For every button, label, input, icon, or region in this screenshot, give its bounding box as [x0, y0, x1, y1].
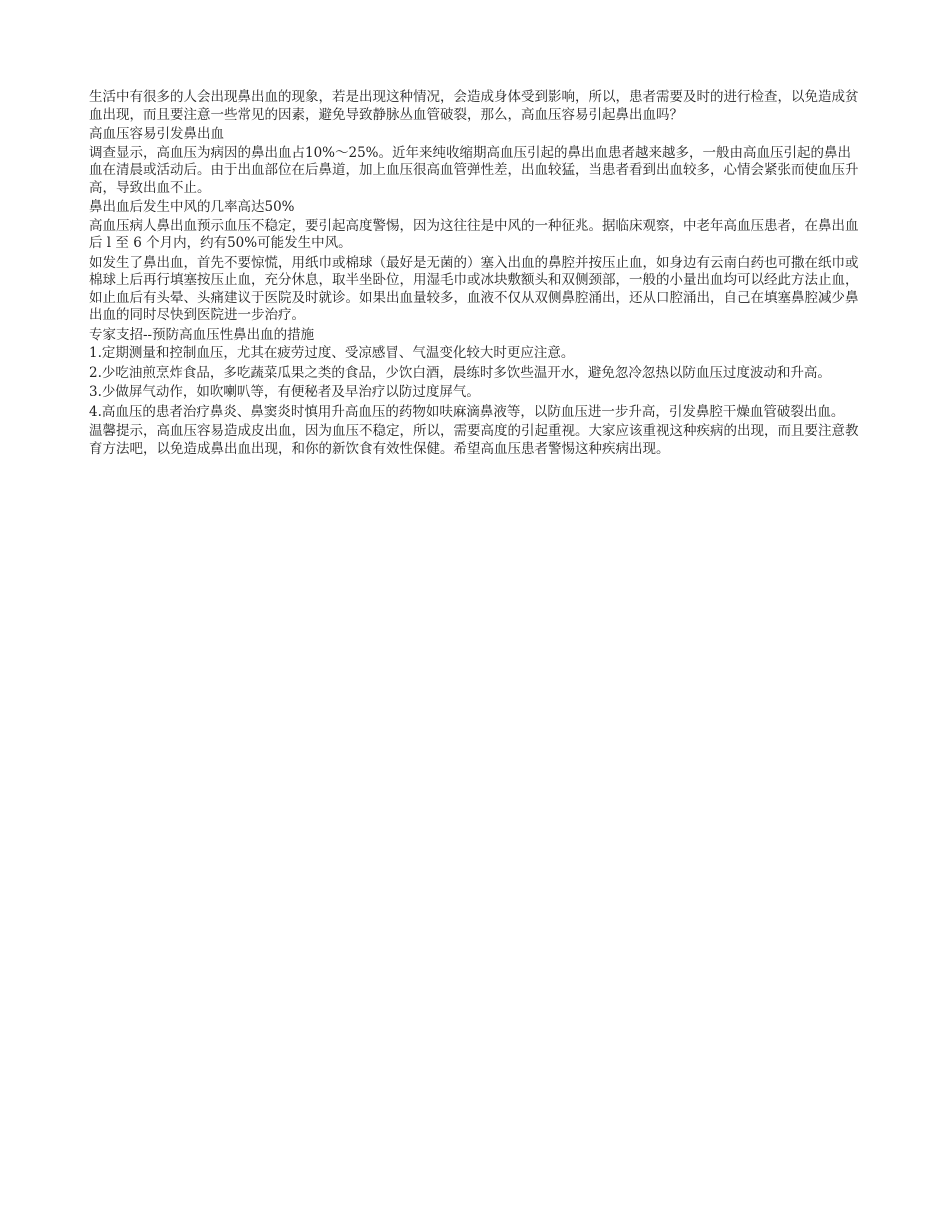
article-body — [89, 89, 861, 460]
section-heading-nosebleed-cause: 高血压容易引发鼻出血 — [89, 126, 224, 142]
survey-paragraph: 调查显示，高血压为病因的鼻出血占10%～25%。近年来纯收缩期高血压引起的鼻出血患者越来越多，一般由高血压引起的鼻出血在清晨或活动后。由于出血部位在后鼻道，加上血压很高血管弹性差，出血较猛，当患者看到出血较多，心情会紧张而使血压升高，导致出血不止。 — [89, 144, 859, 196]
tip-item: 1.定期测量和控制血压，尤其在疲劳过度、受凉感冒、气温变化较大时更应注意。 — [89, 345, 575, 361]
closing-paragraph: 温馨提示，高血压容易造成皮出血，因为血压不稳定，所以，需要高度的引起重视。大家应该重视这种疾病的出现，而且要注意教育方法吧，以免造成鼻出血出现，和你的新饮食有效性保健。希望高血压患者警惕这种疾病出现。 — [89, 423, 859, 457]
stroke-warning-paragraph: 高血压病人鼻出血预示血压不稳定，要引起高度警惕，因为这往往是中风的一种征兆。据临床观察，中老年高血压患者，在鼻出血后 l 至 6 个月内，约有50%可能发生中风。 — [89, 217, 859, 251]
section-heading-stroke-risk: 鼻出血后发生中风的几率高达50% — [89, 199, 295, 215]
tip-item: 2.少吃油煎烹炸食品，多吃蔬菜瓜果之类的食品，少饮白酒，晨练时多饮些温开水，避免忽冷忽热以防血压过度波动和升高。 — [89, 364, 831, 381]
first-aid-paragraph: 如发生了鼻出血，首先不要惊慌，用纸巾或棉球（最好是无菌的）塞入出血的鼻腔并按压止血，如身边有云南白药也可撒在纸巾或棉球上后再行填塞按压止血，充分休息，取半坐卧位，用湿毛巾或冰块敷额头和双侧颈部，一般的小量出血均可以经此方法止血，如止血后有头晕、头痛建议于医院及时就诊。如果出血量较多，血液不仅从双侧鼻腔涌出，还从口腔涌出，自己在填塞鼻腔减少鼻出血的同时尽快到医院进一步治疗。 — [89, 254, 859, 323]
tip-item: 3.少做屏气动作，如吹喇叭等，有便秘者及早治疗以防过度屏气。 — [89, 384, 480, 400]
tip-item: 4.高血压的患者治疗鼻炎、鼻窦炎时慎用升高血压的药物如呋麻滴鼻液等，以防血压进一步升高，引发鼻腔干燥血管破裂出血。 — [89, 403, 845, 420]
section-heading-expert-tips: 专家支招--预防高血压性鼻出血的措施 — [89, 326, 315, 343]
intro-paragraph: 生活中有很多的人会出现鼻出血的现象，若是出现这种情况，会造成身体受到影响，所以，患者需要及时的进行检查，以免造成贫血出现，而且要注意一些常见的因素，避免导致静脉丛血管破裂，那么，高血压容易引起鼻出血吗？ — [89, 89, 859, 123]
